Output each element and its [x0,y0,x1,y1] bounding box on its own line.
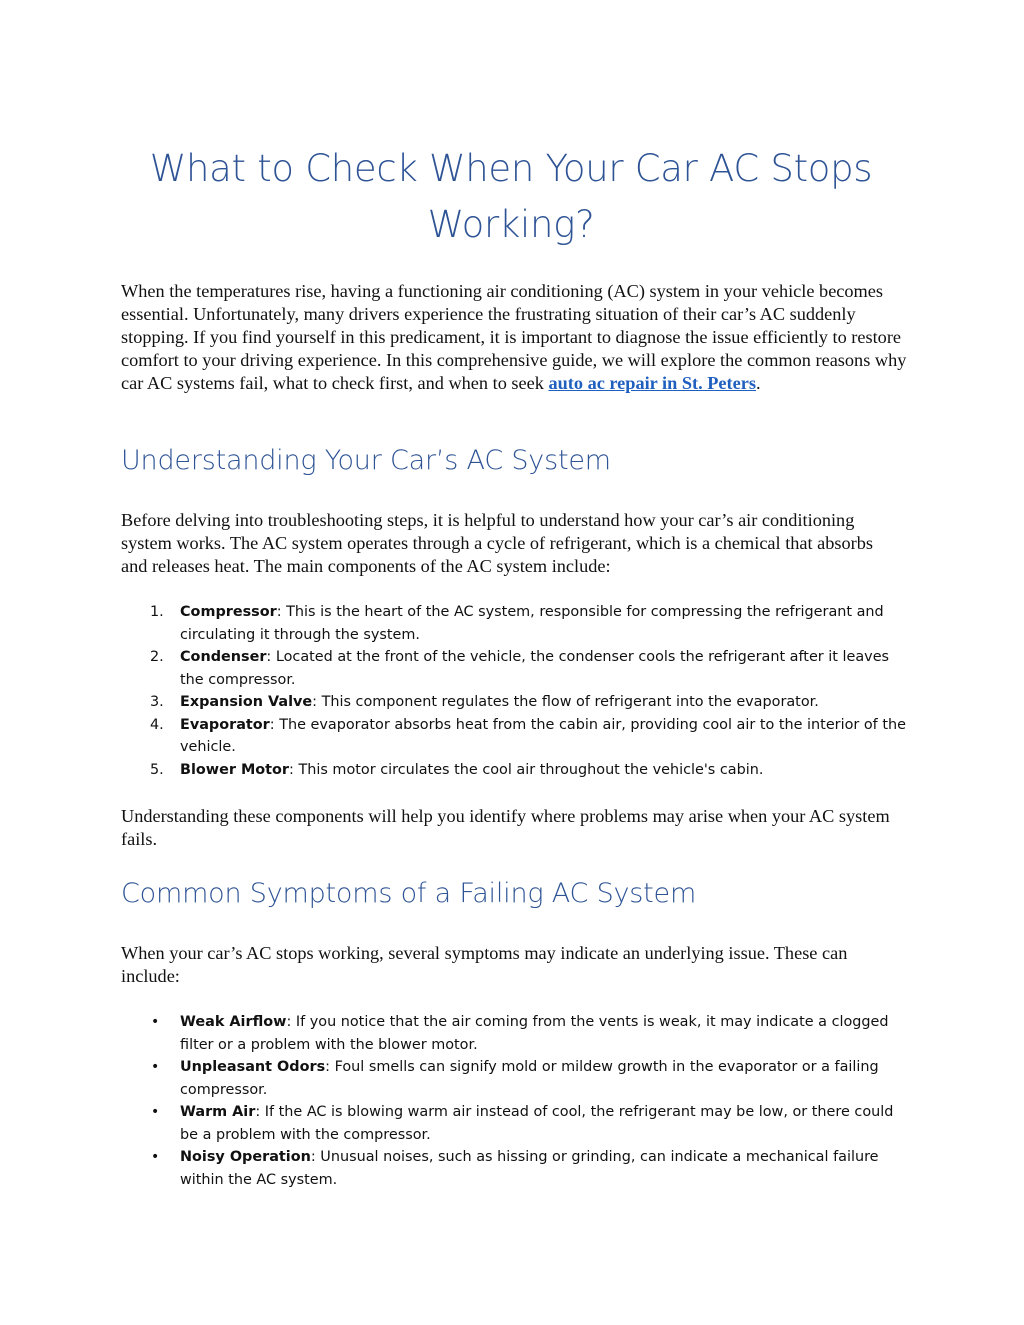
list-item-term: Expansion Valve [180,694,313,710]
list-item [121,1101,911,1146]
list-item [121,759,911,782]
list-item [121,1011,911,1056]
list-item-desc: : This motor circulates the cool air throughout the vehicle's cabin. [289,761,764,778]
auto-ac-repair-link[interactable]: auto ac repair in St. Peters [548,373,756,393]
section-heading-understanding: Understanding Your Car’s AC System [121,445,611,476]
section-heading-symptoms: Common Symptoms of a Failing AC System [121,878,697,909]
list-item-desc: : If you notice that the air coming from the vents is weak, it may indicate a clogged filter or a problem with the blower motor. [180,1014,889,1053]
bullet-icon: • [151,1014,160,1030]
intro-text: When the temperatures rise, having a functioning air conditioning (AC) system in your vehicle becomes essential. Unfortunately, many drivers experience the frustrating situation of their car’s AC suddenly stopping. If you find yourself in this predicament, it is important to diagnose the issue efficiently to restore comfort to your driving experience. In this comprehensive guide, we will explore the common reasons why car AC systems fail, what to check first, and when to seek [121,281,907,393]
list-number: 4. [150,716,164,733]
list-item [121,691,911,714]
list-item-desc: : The evaporator absorbs heat from the cabin air, providing cool air to the interior of the vehicle. [180,716,906,755]
intro-trailing: . [755,373,761,393]
list-item [121,646,911,691]
intro-paragraph [121,280,911,395]
symptoms-list [121,1011,911,1191]
list-item-term: Warm Air [180,1104,256,1120]
components-list [121,601,911,781]
list-number: 3. [150,694,164,710]
list-item-desc: : Located at the front of the vehicle, the condenser cools the refrigerant after it leaves the compressor. [180,649,890,688]
bullet-icon: • [151,1059,160,1075]
list-item-term: Weak Airflow [180,1014,287,1030]
list-item-desc: : If the AC is blowing warm air instead of cool, the refrigerant may be low, or there could be a problem with the compressor. [180,1104,894,1143]
section1-paragraph: Before delving into troubleshooting steps, it is helpful to understand how your car’s air conditioning system works. The AC system operates through a cycle of refrigerant, which is a chemical that absorbs and releases heat. The main components of the AC system include: [121,510,874,576]
list-item [121,1146,911,1191]
list-number: 2. [150,649,164,665]
list-item-term: Blower Motor [180,761,290,778]
list-number: 1. [150,604,164,620]
list-item-term: Evaporator [180,716,270,733]
list-number: 5. [150,761,164,778]
list-item-term: Unpleasant Odors [180,1059,326,1075]
list-item [121,1056,911,1101]
section1-closing-paragraph: Understanding these components will help you identify where problems may arise when your AC system fails. [121,806,890,849]
list-item-desc: : Unusual noises, such as hissing or grinding, can indicate a mechanical failure within the AC system. [180,1149,879,1188]
list-item-term: Compressor [180,604,277,620]
bullet-icon: • [151,1104,160,1120]
list-item-desc: : This component regulates the flow of refrigerant into the evaporator. [312,694,819,710]
list-item-desc: : Foul smells can signify mold or mildew growth in the evaporator or a failing compressor. [180,1059,879,1098]
section2-paragraph: When your car’s AC stops working, several symptoms may indicate an underlying issue. These can include: [121,943,848,986]
list-item-term: Noisy Operation [180,1149,311,1165]
list-item-term: Condenser [180,649,267,665]
list-item [121,601,911,646]
list-item-desc: : This is the heart of the AC system, responsible for compressing the refrigerant and circulating it through the system. [180,604,884,643]
bullet-icon: • [151,1149,160,1165]
list-item [121,714,911,759]
page-title: What to Check When Your Car AC Stops Working? [149,147,873,246]
